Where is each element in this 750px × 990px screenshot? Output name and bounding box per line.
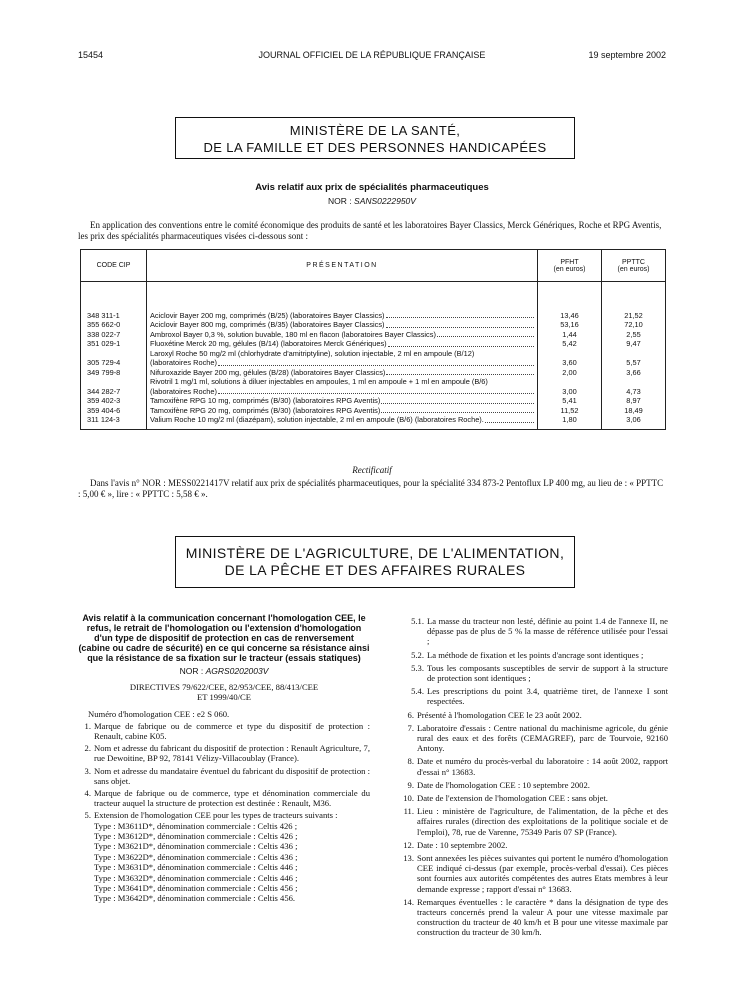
right-items-list: [388, 710, 668, 938]
cell-ppttc: 72,10: [602, 320, 666, 330]
item-number: 5.: [84, 810, 91, 821]
item-text: Date de l'homologation CEE : 10 septembre 2002.: [417, 779, 590, 790]
table-row: [81, 415, 666, 429]
item-text: Marque de fabrique ou de commerce et type du dispositif de protection : Renault, cabine K05.: [94, 720, 370, 742]
ministry-sante-line2: DE LA FAMILLE ET DES PERSONNES HANDICAPÉES: [203, 140, 547, 155]
item-text: La masse du tracteur non lesté, définie au point 1.4 de l'annexe II, ne dépasse pas de plus de 5 % la masse de référence utilisée pour l'essai ;: [427, 616, 668, 647]
item-number: 5.4.: [411, 686, 424, 697]
cell-code: 351 029-1: [81, 339, 147, 349]
leader-dots: [386, 311, 534, 319]
cell-presentation: [147, 406, 538, 416]
leader-dots: [218, 387, 534, 395]
tractor-types-list: [94, 821, 370, 904]
directives: DIRECTIVES 79/622/CEE, 82/953/CEE, 88/413/CEE ET 1999/40/CE: [129, 682, 319, 703]
col-header-pfht: PFHT (en euros): [538, 250, 602, 282]
item-text: La méthode de fixation et les points d'ancrage sont identiques ;: [427, 649, 644, 660]
leader-dots: [218, 358, 534, 366]
avis-homologation-nor: NOR : AGRS0202003V: [179, 666, 269, 676]
cell-code: 338 022-7: [81, 330, 147, 340]
ministry-sante-box: [175, 117, 575, 159]
table-row: [81, 368, 666, 378]
list-item: [78, 810, 370, 820]
tractor-type-item: Type : M3612D*, dénomination commerciale : Celtis 426 ;: [94, 831, 298, 842]
cell-code: 355 662-0: [81, 320, 147, 330]
list-item: [388, 650, 668, 660]
list-item: [78, 743, 370, 763]
cell-ppttc: 18,49: [602, 406, 666, 416]
list-item: [388, 780, 668, 790]
item-text: Lieu : ministère de l'agriculture, de l'alimentation, de la pêche et des affaires rurales (direction des exploitations de la politique sociale et de l'emploi), 78, rue de Varenne, 75349 Paris 07 SP (France).: [417, 806, 668, 837]
presentation-text: Aciclovir Bayer 800 mg, comprimés (B/35) (laboratoires Bayer Classics): [150, 320, 385, 329]
cell-code: 349 799-8: [81, 368, 147, 378]
tractor-type-item: Type : M3631D*, dénomination commerciale : Celtis 446 ;: [94, 862, 298, 873]
list-item: [388, 806, 668, 837]
cell-ppttc: 8,97: [602, 396, 666, 406]
item-text: Présenté à l'homologation CEE le 23 août 2002.: [417, 709, 582, 720]
item-number: 5.3.: [411, 662, 424, 673]
item-number: 13.: [403, 853, 414, 864]
presentation-text: Tamoxifène RPG 20 mg, comprimés (B/30) (laboratoires RPG Aventis): [150, 405, 381, 415]
cell-presentation: [147, 349, 538, 368]
tractor-type-item: Type : M3621D*, dénomination commerciale : Celtis 436 ;: [94, 841, 298, 852]
cell-pfht: 1,80: [538, 415, 602, 429]
table-row: [81, 339, 666, 349]
presentation-text: Aciclovir Bayer 200 mg, comprimés (B/25) (laboratoires Bayer Classics): [150, 310, 385, 320]
item-number: 12.: [403, 839, 414, 850]
journal-title: JOURNAL OFFICIEL DE LA RÉPUBLIQUE FRANÇAISE: [258, 50, 486, 60]
leader-dots: [386, 368, 534, 376]
cell-pfht: 2,00: [538, 368, 602, 378]
page-header: [78, 50, 666, 64]
tractor-type-item: Type : M3622D*, dénomination commerciale : Celtis 436 ;: [94, 851, 298, 862]
table-row: [81, 349, 666, 368]
cell-pfht: 5,42: [538, 339, 602, 349]
presentation-text: (laboratoires Roche): [150, 386, 217, 396]
cell-ppttc: 4,73: [602, 377, 666, 396]
col-header-presentation: PRÉSENTATION: [147, 250, 538, 282]
presentation-line: [150, 330, 534, 340]
cell-presentation: [147, 415, 538, 429]
presentation-line: [150, 320, 534, 330]
right-subitems-list: [388, 616, 668, 707]
nor-value: SANS0222950V: [354, 196, 416, 206]
cell-pfht: 3,60: [538, 349, 602, 368]
avis-prix-intro: En application des conventions entre le comité économique des produits de santé et les laboratoires Bayer Classics, Merck Génériques, Roche et RPG Aventis, les prix des spécialités pharmaceutiques visées ci-dessous sont :: [78, 220, 662, 241]
presentation-text: Ambroxol Bayer 0,3 %, solution buvable, 180 ml en flacon (laboratoires Bayer Classics): [150, 329, 436, 339]
nor-label: NOR :: [328, 196, 352, 206]
cell-presentation: [147, 377, 538, 396]
cell-presentation: [147, 339, 538, 349]
col-header-ppttc: PPTTC (en euros): [602, 250, 666, 282]
list-item: [78, 721, 370, 741]
presentation-line: [150, 368, 534, 378]
col-header-code: CODE CIP: [81, 250, 147, 282]
presentation-line: [150, 406, 534, 416]
publication-date: 19 septembre 2002: [588, 50, 666, 60]
cell-code: 311 124-3: [81, 415, 147, 429]
cell-pfht: 53,16: [538, 320, 602, 330]
leader-dots: [485, 415, 534, 423]
item-number: 3.: [84, 765, 91, 776]
list-item: [388, 840, 668, 850]
list-item: [388, 616, 668, 647]
presentation-line: [150, 358, 534, 368]
table-header-row: [81, 250, 666, 282]
item-text: Nom et adresse du mandataire éventuel du fabricant du dispositif de protection : sans objet.: [94, 765, 370, 786]
cell-pfht: 11,52: [538, 406, 602, 416]
item-number: 11.: [403, 806, 414, 817]
avis-prix-nor: [78, 196, 666, 206]
price-table: [80, 249, 666, 430]
cell-presentation: [147, 282, 538, 321]
presentation-line: [150, 387, 534, 397]
item-text: Sont annexées les pièces suivantes qui portent le numéro d'homologation CEE indiqué ci-dessus (par exemple, procès-verbal d'essai). Ces pièces sont fournies aux autorités compétentes des autres Etats membres à leur demande expresse ; rapport d'essai n° 13683.: [417, 853, 668, 894]
item-number: 5.1.: [411, 616, 424, 626]
cell-ppttc: 5,57: [602, 349, 666, 368]
cell-presentation: [147, 320, 538, 330]
cell-ppttc: 21,52: [602, 282, 666, 321]
item-text: Extension de l'homologation CEE pour les types de tracteurs suivants :: [94, 810, 338, 821]
avis-homologation-title: Avis relatif à la communication concernant l'homologation CEE, le refus, le retrait de l'homologation ou l'extension d'homologation d'un type de dispositif de protection en cas de renversement (cabine ou cadre de sécurité) en ce qui concerne sa résistance ainsi que la résistance de sa fixation sur le tracteur (essais statiques): [78, 613, 370, 663]
leader-dots: [386, 320, 534, 328]
presentation-line: [150, 396, 534, 406]
item-number: 8.: [407, 756, 414, 767]
leader-dots: [381, 406, 534, 414]
presentation-line: [150, 339, 534, 349]
item-number: 14.: [403, 896, 414, 907]
list-item: [78, 766, 370, 786]
presentation-text: Tamoxifène RPG 10 mg, comprimés (B/30) (laboratoires RPG Aventis): [150, 396, 381, 405]
table-row: [81, 406, 666, 416]
ministry-agri-line1: MINISTÈRE DE L'AGRICULTURE, DE L'ALIMENTATION,: [185, 545, 565, 561]
presentation-text: (laboratoires Roche): [150, 358, 217, 367]
cell-pfht: 13,46: [538, 282, 602, 321]
item-number: 5.2.: [411, 649, 424, 660]
item-text: Nom et adresse du fabricant du dispositif de protection : Renault Agriculture, 7, rue Dewoitine, BP 92, 78141 Vélizy-Villacoublay (France).: [94, 743, 370, 764]
item-text: Date : 10 septembre 2002.: [417, 839, 508, 850]
leader-dots: [388, 339, 534, 347]
item-text: Tous les composants susceptibles de servir de support à la structure de protection sont identiques ;: [427, 662, 668, 684]
cell-pfht: 5,41: [538, 396, 602, 406]
tractor-type-item: Type : M3632D*, dénomination commerciale : Celtis 446 ;: [94, 872, 298, 883]
ministry-sante-line1: MINISTÈRE DE LA SANTÉ,: [289, 123, 461, 138]
tractor-type-item: Type : M3642D*, dénomination commerciale : Celtis 456.: [94, 893, 296, 904]
cell-code: 348 311-1: [81, 282, 147, 321]
item-text: Marque de fabrique ou de commerce, type et dénomination commerciale du tracteur auquel la structure de protection est destinée : Renault, M36.: [94, 788, 370, 809]
rectificatif-title: Rectificatif: [352, 465, 392, 475]
item-text: Remarques éventuelles : le caractère * dans la désignation de type des tracteurs concernés prend la valeur A pour une vitesse maximale par construction du tracteur de 40 km/h et B pour une vitesse maximale par construction du tracteur de 30 km/h.: [417, 896, 668, 938]
right-column: [388, 613, 668, 938]
table-row: [81, 320, 666, 330]
cell-ppttc: 2,55: [602, 330, 666, 340]
presentation-text: Fluoxétine Merck 20 mg, gélules (B/14) (laboratoires Merck Génériques): [150, 339, 387, 348]
table-row: [81, 377, 666, 396]
list-item: [388, 723, 668, 754]
cell-presentation: [147, 330, 538, 340]
presentation-line: Rivotril 1 mg/1 ml, solutions à diluer injectables en ampoules, 1 ml en ampoule + 1 ml en ampoule (B/6): [150, 377, 488, 386]
item-number: 9.: [407, 779, 414, 790]
item-text: Laboratoire d'essais : Centre national du machinisme agricole, du génie rural des eaux et des forêts (CEMAGREF), parc de Tourvoie, 92160 Antony.: [417, 722, 668, 754]
list-item: [388, 853, 668, 894]
item-text: Date et numéro du procès-verbal du laboratoire : 14 août 2002, rapport d'essai n° 13683.: [417, 756, 668, 777]
cell-ppttc: 3,66: [602, 368, 666, 378]
list-item: [388, 897, 668, 938]
list-item: [388, 793, 668, 803]
presentation-text: Valium Roche 10 mg/2 ml (diazépam), solution injectable, 2 ml en ampoule (B/6) (laboratoires Roche).: [150, 415, 484, 424]
presentation-line: Laroxyl Roche 50 mg/2 ml (chlorhydrate d'amitriptyline), solution injectable, 2 ml en ampoule (B/12): [150, 348, 475, 358]
item-number: 1.: [84, 720, 91, 731]
list-item: [388, 710, 668, 720]
item-number: 6.: [407, 709, 414, 720]
left-items-list: [78, 721, 370, 821]
list-item: [388, 686, 668, 706]
item-text: Les prescriptions du point 3.4, quatrième tiret, de l'annexe I sont respectées.: [427, 686, 668, 707]
list-item: [388, 756, 668, 776]
list-item: [78, 788, 370, 808]
leader-dots: [381, 396, 534, 404]
presentation-text: Nifuroxazide Bayer 200 mg, gélules (B/28) (laboratoires Bayer Classics): [150, 367, 386, 377]
cell-presentation: [147, 396, 538, 406]
presentation-line: [150, 311, 534, 321]
cell-code: 344 282-7: [81, 377, 147, 396]
item-number: 2.: [84, 743, 91, 754]
cell-pfht: 3,00: [538, 377, 602, 396]
cell-code: 359 402-3: [81, 396, 147, 406]
table-row: [81, 396, 666, 406]
cell-presentation: [147, 368, 538, 378]
avis-prix-title: Avis relatif aux prix de spécialités pharmaceutiques: [255, 182, 489, 193]
presentation-line: [150, 415, 534, 425]
cell-code: 305 729-4: [81, 349, 147, 368]
page-number: 15454: [78, 50, 104, 60]
cell-ppttc: 3,06: [602, 415, 666, 429]
homologation-number: Numéro d'homologation CEE : e2 S 060.: [88, 708, 230, 719]
item-text: Date de l'extension de l'homologation CEE : sans objet.: [417, 793, 608, 804]
tractor-type-item: Type : M3641D*, dénomination commerciale : Celtis 456 ;: [94, 883, 298, 894]
cell-ppttc: 9,47: [602, 339, 666, 349]
list-item: [388, 663, 668, 683]
left-column: [78, 613, 370, 904]
item-number: 4.: [84, 788, 91, 799]
leader-dots: [437, 330, 534, 338]
item-number: 10.: [403, 793, 414, 804]
cell-code: 359 404-6: [81, 406, 147, 416]
ministry-agriculture-box: [175, 536, 575, 588]
ministry-agri-line2: DE LA PÊCHE ET DES AFFAIRES RURALES: [224, 562, 526, 578]
item-number: 7.: [407, 722, 414, 733]
tractor-type-item: Type : M3611D*, dénomination commerciale : Celtis 426 ;: [94, 820, 298, 831]
rectificatif-body: Dans l'avis n° NOR : MESS0221417V relatif aux prix de spécialités pharmaceutiques, pour la spécialité 334 873-2 Pentoflux LP 400 mg, au lieu de : « PPTTC : 5,00 € », lire : « PPTTC : 5,58 € ».: [78, 478, 664, 499]
table-row: [81, 282, 666, 321]
table-row: [81, 330, 666, 340]
cell-pfht: 1,44: [538, 330, 602, 340]
